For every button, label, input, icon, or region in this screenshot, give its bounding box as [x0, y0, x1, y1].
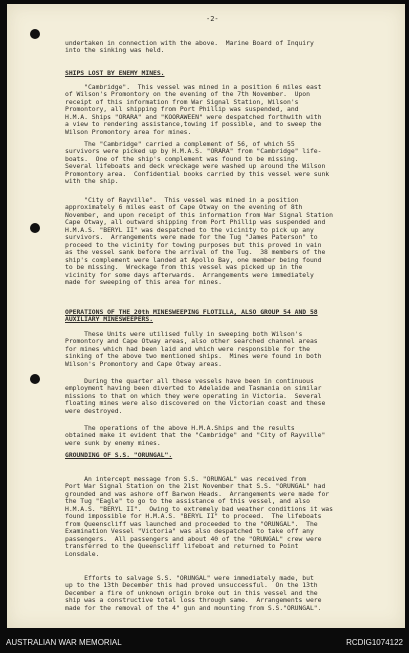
punch-hole	[30, 374, 40, 384]
intro-paragraph: undertaken in connection with the above. Marine Board of Inquiry into the sinking was held.	[65, 39, 314, 55]
page-number: -2-	[206, 15, 219, 23]
punch-hole	[30, 29, 40, 39]
paragraph-intercept-message: An intercept message from S.S. "ORUNGAL" was received from Port War Signal Station on the 21st November that S.S. "ORUNGAL" had grounded and was ashore off Barwon Heads. Arrangements were made for the Tug "Eagle" to go to the assistance of this vessel, and also H.M.A.S. "BERYL II". Owing to extremely bad weather conditions it was found impossible for H.M.A.S. "BERYL II" to proceed. The lifeboats from Queenscliff was launched and proceeded to the "ORUNGAL". The Examination Vessel "Victoria" was also despatched to take off any passengers. All passengers and about 40 of the "ORUNGAL" crew were transferred to the Queenscliff lifeboat and returned to Point Lonsdale.	[65, 475, 333, 558]
paragraph-operations-results: The operations of the above H.M.A.Ships and the results obtained make it evident that the "Cambridge" and "City of Rayville" were sunk by enemy mines.	[65, 424, 326, 447]
section-heading-grounding: GROUNDING OF S.S. "ORUNGAL".	[65, 451, 173, 459]
paragraph-salvage-efforts: Efforts to salvage S.S. "ORUNGAL" were immediately made, but up to the 13th December this had proved unsuccessful. On the 13th December a fire of unknown origin broke out in this vessel and the ship was a constructive total loss through same. Arrangements were made for the removal of the 4" gun and mounting from S.S."ORUNGAL".	[65, 574, 322, 612]
footer-record-id: RCDIG1074122	[346, 638, 403, 647]
punch-hole	[30, 223, 40, 233]
document-body	[65, 4, 391, 612]
paragraph-cambridge: "Cambridge". This vessel was mined in a position 6 miles east of Wilson's Promontory on the evening of the 7th November. Upon receipt of this information from War Signal Station, Wilson's Promontory, all shipping from Port Phillip was suspended, and H.M.A. Ships "ORARA" and "KOORAWEEN" were despatched forthwith with a view to rendering assistance,towing if possible, and to sweep the Wilson Promontory area for mines.	[65, 83, 322, 136]
archive-footer	[0, 628, 409, 653]
paragraph-city-of-rayville: "City of Rayville". This vessel was mined in a position approximately 6 miles east of Cape Otway on the evening of 8th November, and upon receipt of this information from War Signal Station Cape Otway, all outward shipping from Port Phillip was suspended and H.M.A.S. "BERYL II" was despatched to the vicinity to pick up any survivors. Arrangements were made for the Tug "James Paterson" to proceed to the vicinity for towing purposes but this proved in vain as the vessel sank before the arrival of the Tug. 38 members of the ship's complement were landed at Apollo Bay, one member being found to be missing. Wreckage from this vessel was picked up in the vicinity for some days afterwards. Arrangements were immediately made for sweeping of this area for mines.	[65, 196, 333, 286]
footer-source: AUSTRALIAN WAR MEMORIAL	[6, 638, 122, 647]
document-page	[7, 4, 405, 628]
paragraph-cambridge-complement: The "Cambridge" carried a complement of 56, of which 55 survivors were picked up by H.M.A.S. "ORARA" from "Cambridge" life- boats. One of the ship's complement was found to be missing. Several lifeboats and deck wreckage were washed up around the Wilson Promontory area. Confidential books carried by this vessel were sunk with the ship.	[65, 140, 330, 186]
paragraph-units-utilised: These Units were utilised fully in sweeping both Wilson's Promontory and Cape Otway areas, also other searched channel areas for mines which had been laid and which were responsible for the sinking of the above two mentioned ships. Mines were found in both Wilson's Promontory and Cape Otway areas.	[65, 330, 322, 368]
section-heading-minesweeping: OPERATIONS OF THE 20th MINESWEEPING FLOTILLA, ALSO GROUP 54 AND 58 AUXILIARY MINESWEEPERS.	[65, 308, 318, 324]
section-heading-ships-lost: SHIPS LOST BY ENEMY MINES.	[65, 69, 165, 77]
paragraph-during-quarter: During the quarter all these vessels have been in continuous employment having been diverted to Adelaide and Tasmania on similar missions to that on which they were operating in Victoria. Several floating mines were also discovered on the Victorian coast and these were destroyed.	[65, 377, 326, 415]
